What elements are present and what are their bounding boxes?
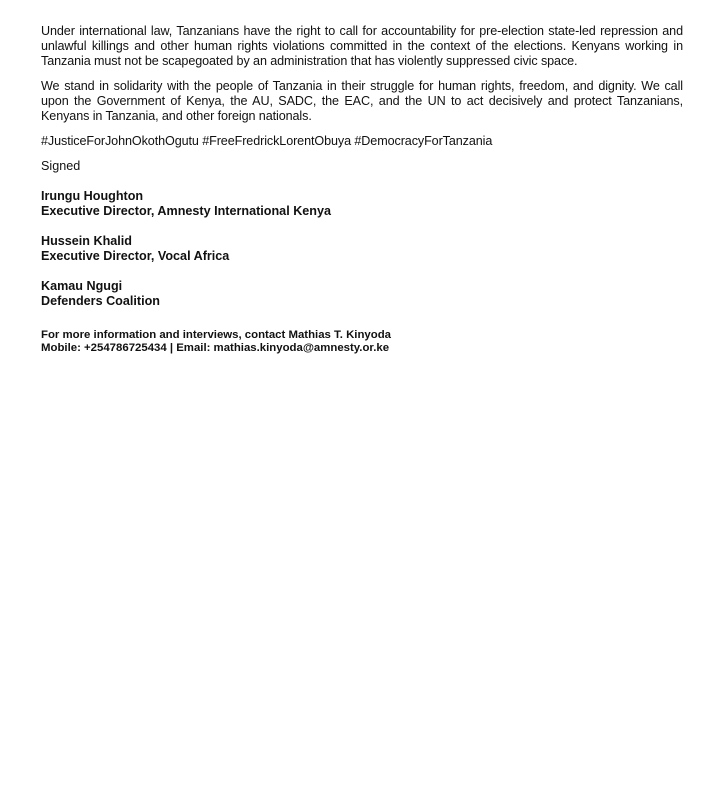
signatory-name: Kamau Ngugi xyxy=(41,279,123,293)
signatory-1 xyxy=(41,189,683,219)
paragraph-accountability: Under international law, Tanzanians have the right to call for accountability for pre-election state-led repression and unlawful killings and other human rights violations committed in the context of the elections. Kenyans working in Tanzania must not be scapegoated by an administration that has violently suppressed civic space. xyxy=(41,24,683,68)
signatory-name: Irungu Houghton xyxy=(41,189,144,203)
signatory-3 xyxy=(41,279,683,309)
contact-line-details: Mobile: +254786725434 | Email: mathias.kinyoda@amnesty.or.ke xyxy=(41,342,390,354)
hashtags: #JusticeForJohnOkothOgutu #FreeFredrickLorentObuya #DemocracyForTanzania xyxy=(41,134,493,148)
signatory-2 xyxy=(41,234,683,264)
document-body xyxy=(41,24,683,355)
paragraph-solidarity: We stand in solidarity with the people of Tanzania in their struggle for human rights, freedom, and dignity. We call upon the Government of Kenya, the AU, SADC, the EAC, and the UN to act decisively and protect Tanzanians, Kenyans in Tanzania, and other foreign nationals. xyxy=(41,79,683,123)
contact-line-intro: For more information and interviews, contact Mathias T. Kinyoda xyxy=(41,329,391,341)
signatory-title: Executive Director, Amnesty International Kenya xyxy=(41,204,331,218)
signatory-title: Executive Director, Vocal Africa xyxy=(41,249,230,263)
signatory-name: Hussein Khalid xyxy=(41,234,132,248)
signatory-title: Defenders Coalition xyxy=(41,294,160,308)
signed-label: Signed xyxy=(41,159,81,173)
contact-info xyxy=(41,329,683,355)
